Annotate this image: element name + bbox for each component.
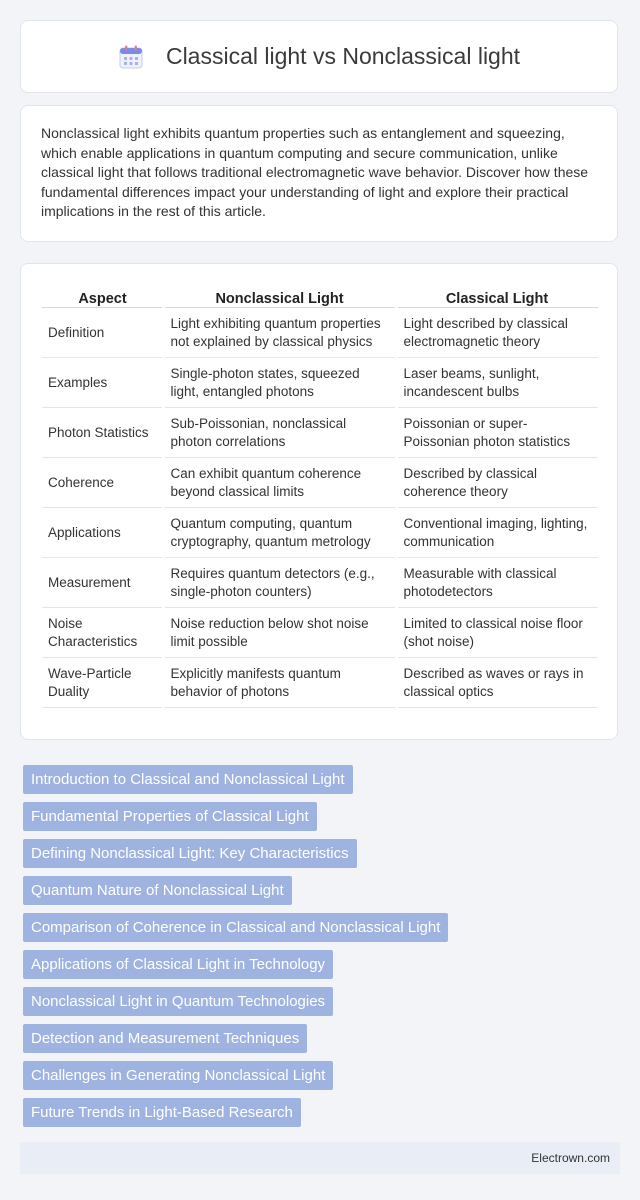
link-introduction[interactable]: Introduction to Classical and Nonclassical Light bbox=[23, 765, 353, 794]
table-cell: Wave-Particle Duality bbox=[42, 658, 163, 708]
link-defining-nonclassical[interactable]: Defining Nonclassical Light: Key Characteristics bbox=[23, 839, 357, 868]
table-row bbox=[42, 558, 598, 608]
table-cell: Applications bbox=[42, 508, 163, 558]
table-cell: Coherence bbox=[42, 458, 163, 508]
column-header: Aspect bbox=[42, 284, 163, 308]
table-row bbox=[42, 508, 598, 558]
table-cell: Laser beams, sunlight, incandescent bulbs bbox=[396, 358, 598, 408]
link-future-trends[interactable]: Future Trends in Light-Based Research bbox=[23, 1098, 301, 1127]
calendar-icon bbox=[118, 44, 144, 70]
table-cell: Conventional imaging, lighting, communication bbox=[396, 508, 598, 558]
table-cell: Sub-Poissonian, nonclassical photon correlations bbox=[163, 408, 396, 458]
table-cell: Can exhibit quantum coherence beyond classical limits bbox=[163, 458, 396, 508]
comparison-table-card bbox=[20, 263, 618, 740]
table-cell: Single-photon states, squeezed light, entangled photons bbox=[163, 358, 396, 408]
table-cell: Examples bbox=[42, 358, 163, 408]
table-row bbox=[42, 608, 598, 658]
table-header-row bbox=[42, 284, 598, 308]
table-cell: Quantum computing, quantum cryptography, quantum metrology bbox=[163, 508, 396, 558]
column-header: Nonclassical Light bbox=[163, 284, 396, 308]
link-quantum-technologies[interactable]: Nonclassical Light in Quantum Technologies bbox=[23, 987, 333, 1016]
intro-paragraph: Nonclassical light exhibits quantum properties such as entanglement and squeezing, which enable applications in quantum computing and secure communication, unlike classical light that follows traditional electromagnetic wave behavior. Discover how these fundamental differences impact your understanding of light and explore their practical implications in the rest of this article. bbox=[41, 125, 589, 219]
table-cell: Described as waves or rays in classical optics bbox=[396, 658, 598, 708]
table-row bbox=[42, 308, 598, 358]
table-cell: Noise reduction below shot noise limit possible bbox=[163, 608, 396, 658]
intro-card bbox=[20, 105, 618, 242]
page-title: Classical light vs Nonclassical light bbox=[165, 43, 521, 69]
comparison-table bbox=[42, 284, 598, 708]
table-row bbox=[42, 358, 598, 408]
table-row bbox=[42, 458, 598, 508]
footer-site-name[interactable]: Electrown.com bbox=[531, 1151, 610, 1165]
link-fundamental-properties[interactable]: Fundamental Properties of Classical Light bbox=[23, 802, 317, 831]
table-cell: Explicitly manifests quantum behavior of photons bbox=[163, 658, 396, 708]
table-cell: Poissonian or super-Poissonian photon statistics bbox=[396, 408, 598, 458]
table-cell: Requires quantum detectors (e.g., single-photon counters) bbox=[163, 558, 396, 608]
table-cell: Light described by classical electromagnetic theory bbox=[396, 308, 598, 358]
table-cell: Described by classical coherence theory bbox=[396, 458, 598, 508]
table-cell: Measurement bbox=[42, 558, 163, 608]
table-cell: Limited to classical noise floor (shot noise) bbox=[396, 608, 598, 658]
link-classical-applications[interactable]: Applications of Classical Light in Technology bbox=[23, 950, 333, 979]
link-challenges[interactable]: Challenges in Generating Nonclassical Light bbox=[23, 1061, 333, 1090]
title-card bbox=[20, 20, 618, 93]
table-cell: Noise Characteristics bbox=[42, 608, 163, 658]
table-cell: Light exhibiting quantum properties not explained by classical physics bbox=[163, 308, 396, 358]
link-detection-measurement[interactable]: Detection and Measurement Techniques bbox=[23, 1024, 307, 1053]
table-cell: Measurable with classical photodetectors bbox=[396, 558, 598, 608]
link-quantum-nature[interactable]: Quantum Nature of Nonclassical Light bbox=[23, 876, 292, 905]
column-header: Classical Light bbox=[396, 284, 598, 308]
table-cell: Photon Statistics bbox=[42, 408, 163, 458]
table-row bbox=[42, 658, 598, 708]
table-row bbox=[42, 408, 598, 458]
footer bbox=[20, 1142, 620, 1174]
table-cell: Definition bbox=[42, 308, 163, 358]
link-coherence-comparison[interactable]: Comparison of Coherence in Classical and Nonclassical Light bbox=[23, 913, 448, 942]
